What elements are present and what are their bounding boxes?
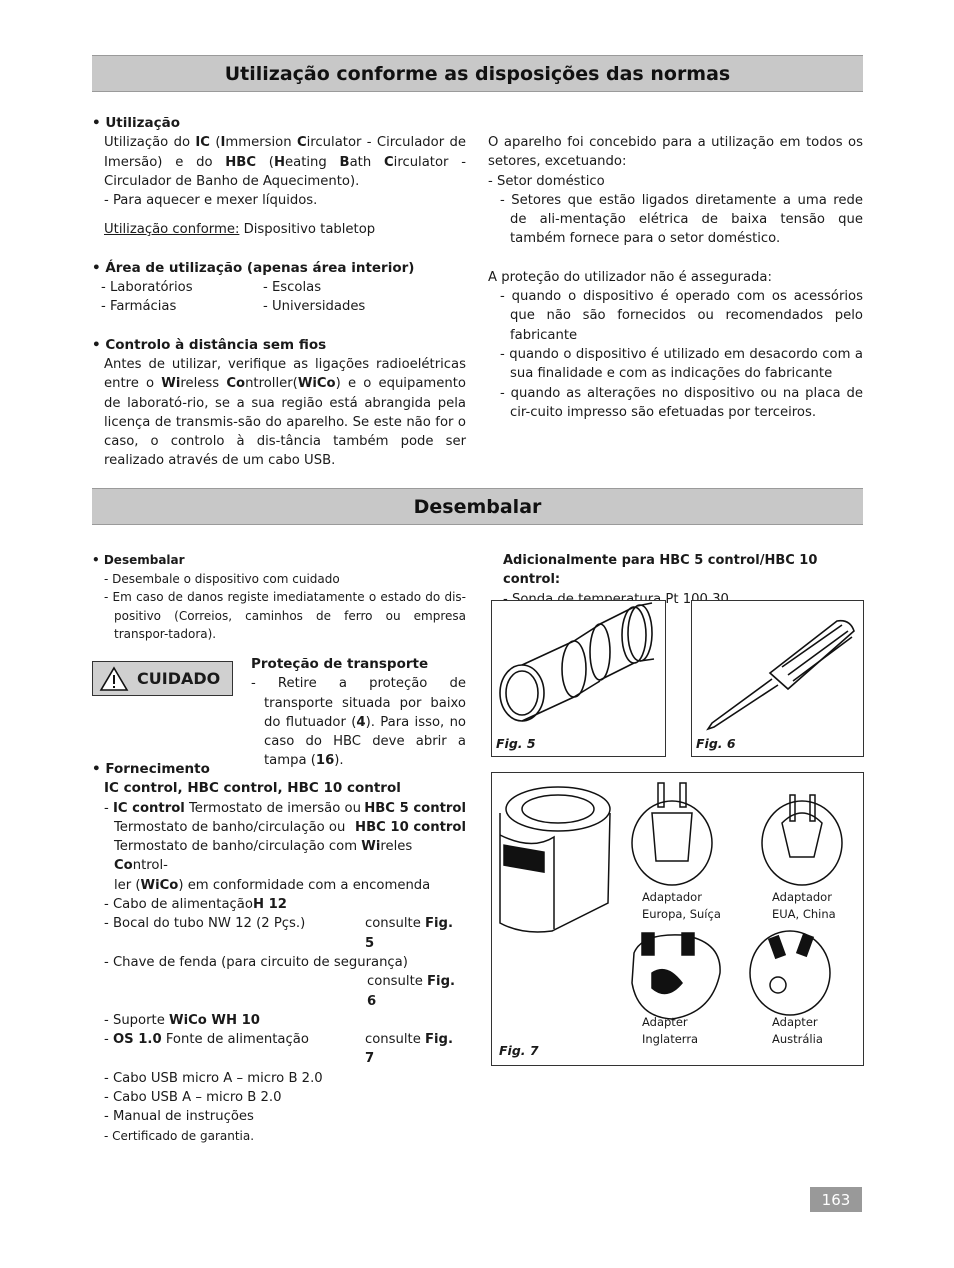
protection-item: - quando as alterações no dispositivo ou na placa de cir-cuito impresso são efetuadas por terceiros.	[500, 385, 863, 420]
scope-paragraph: O aparelho foi concebido para a utilização em todos os setores, excetuando:	[488, 135, 863, 170]
remote-heading: • Controlo à distância sem fios	[92, 336, 327, 353]
section-title-unpacking: Desembalar	[92, 488, 863, 525]
supply-block	[92, 760, 466, 1145]
protection-item: - quando o dispositivo é utilizado em desacordo com a sua finalidade e com as indicações do fabricante	[500, 346, 863, 382]
adapter-label-usa: Adaptador EUA, China	[772, 890, 836, 921]
supply-list: - IC control Termostato de imersão ou HBC 5 control Termostato de banho/circulação ou HBC 10 control Termostato de banho/circulação com Wireles Control- ler (WiCo) em conformidade com a encomenda - Cabo de alimentaçãoH 12 - Bocal do tubo NW 12 (2 Pçs.) consulte Fig. 5 - Chave de fenda (para circuito de segurança) consulte Fig. 6 - Suporte WiCo WH 10 - OS 1.0 Fonte de alimentação consulte Fig. 7 - Cabo USB micro A – micro B 2.0 - Cabo USB A – micro B 2.0 - Manual de instruções - Certificado de garantia.	[104, 800, 466, 1143]
usage-paragraph: Utilização do IC (Immersion Circulator - Circulador de Imersão) e do HBC (Heating Bath Circulator - Circulador de Banho de Aquecimento).	[104, 135, 466, 189]
unpack-block	[92, 551, 466, 644]
usage-purpose: - Para aquecer e mexer líquidos.	[104, 193, 318, 209]
area-item: - Laboratórios	[101, 280, 193, 296]
figure-7	[491, 772, 864, 1066]
scope-item: - Setores que estão ligados diretamente a uma rede de ali-mentação elétrica de baixa tensão que também fornece para o setor doméstico.	[500, 192, 863, 247]
supply-subheading: IC control, HBC control, HBC 10 control	[104, 780, 401, 797]
area-item: - Escolas	[263, 280, 322, 296]
adapter-label-uk: Adapter Inglaterra	[642, 1015, 699, 1046]
area-list	[92, 278, 466, 317]
supply-heading: • Fornecimento	[92, 761, 210, 777]
figure-6-caption: Fig. 6	[696, 736, 736, 751]
transport-text: - Retire a proteção de transporte situada por baixo do flutuador (4). Para isso, no caso do HBC deve abrir a tampa (16).	[251, 676, 466, 769]
protection-item: - quando o dispositivo é operado com os acessórios que não são fornecidos ou recomendados pelo fabricante	[500, 289, 863, 343]
additional-item: Pt	[665, 591, 679, 607]
unpack-item: - Desembale o dispositivo com cuidado	[104, 571, 340, 586]
adapter-label-europe: Adaptador Europa, Suíça	[642, 890, 721, 921]
unpack-heading: • Desembalar	[92, 553, 185, 567]
page-number: 163	[810, 1187, 862, 1212]
figure-6	[691, 600, 864, 757]
hose-nozzle-illustration	[492, 601, 665, 736]
usage-heading: • Utilização	[92, 115, 180, 131]
figure-7-caption: Fig. 7	[499, 1043, 539, 1058]
warning-icon	[99, 666, 129, 692]
area-heading: • Área de utilização (apenas área interior)	[92, 259, 415, 276]
additional-heading: Adicionalmente para HBC 5 control/HBC 10 control:	[503, 553, 818, 588]
usage-column-left	[92, 114, 466, 471]
transport-heading: Proteção de transporte	[251, 656, 429, 672]
figure-5-caption: Fig. 5	[496, 736, 536, 751]
caution-label: CUIDADO	[137, 669, 221, 688]
remote-paragraph: Antes de utilizar, verifique as ligações radioelétricas entre o Wireless Controller(WiCo) e o equipamento de laborató-rio, se a sua região está abrangida pela licença de transmis-são do aparelho. Se este não for o caso, o controlo à dis-tância também pode ser realizado através de um cabo USB.	[104, 356, 466, 469]
section-title-usage: Utilização conforme as disposições das normas	[92, 55, 863, 92]
usage-column-right	[488, 133, 863, 422]
area-item: - Farmácias	[101, 299, 177, 315]
screwdriver-illustration	[692, 601, 863, 736]
area-item: - Universidades	[263, 299, 366, 315]
adapter-label-australia: Adapter Austrália	[772, 1015, 823, 1046]
caution-badge	[92, 661, 233, 696]
figure-5	[491, 600, 666, 757]
scope-item: - Setor doméstico	[488, 173, 605, 189]
protection-paragraph: A proteção do utilizador não é assegurada:	[488, 269, 772, 285]
usage-intended: Utilização conforme: Dispositivo tabletop	[104, 222, 376, 238]
unpack-item: - Em caso de danos registe imediatamente o estado do dis-positivo (Correios, caminhos de ferro ou empresa transpor-tadora).	[104, 590, 466, 641]
transport-protection	[251, 655, 466, 771]
